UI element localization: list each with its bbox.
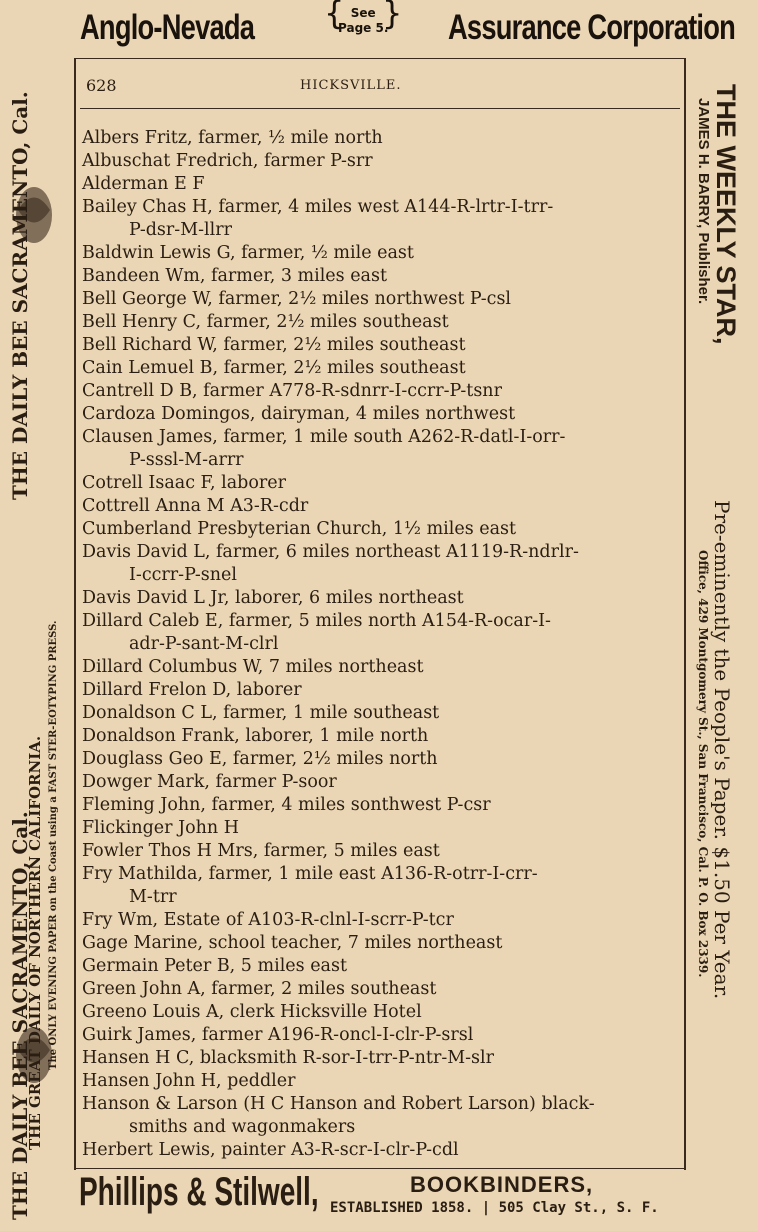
directory-entry: Donaldson C L, farmer, 1 mile southeast [82,703,440,723]
directory-entry: Dillard Frelon D, laborer [82,680,302,700]
directory-entry: Bailey Chas H, farmer, 4 miles west A144-R-lrtr-I-trr- [82,197,554,217]
directory-entry: Gage Marine, school teacher, 7 miles northeast [82,933,503,953]
directory-entry-continuation: P-sssl-M-arrr [129,450,244,470]
directory-entry: Greeno Louis A, clerk Hicksville Hotel [82,1002,422,1022]
directory-entry: Hanson & Larson (H C Hanson and Robert Larson) black- [82,1094,595,1114]
see-line1: { See [350,6,376,20]
page-number: 628 [86,76,117,95]
directory-entry: Albuschat Fredrich, farmer P-srr [82,151,373,171]
directory-entry: Cain Lemuel B, farmer, 2½ miles southeast [82,358,466,378]
directory-entry: Cantrell D B, farmer A778-R-sdnrr-I-ccrr-P-tsnr [82,381,502,401]
directory-entry: Albers Fritz, farmer, ½ mile north [82,128,383,148]
directory-entry: Bell Henry C, farmer, 2½ miles southeast [82,312,449,332]
footer-ad [75,1170,755,1225]
directory-entry: Douglass Geo E, farmer, 2½ miles north [82,749,438,769]
directory-entry: Alderman E F [82,174,205,194]
right-ad-line1: THE WEEKLY STAR, [711,84,741,345]
header-see-note [338,6,388,36]
directory-entry: Guirk James, farmer A196-R-oncl-I-clr-P-srsl [82,1025,474,1045]
directory-entry: Cotrell Isaac F, laborer [82,473,286,493]
left-ad-line4: THE DAILY BEE SACRAMENTO, Cal. [8,811,32,1220]
footer-rule [74,1168,686,1169]
header-company-left: Anglo-Nevada [80,8,255,47]
directory-entry: Fry Mathilda, farmer, 1 mile east A136-R-otrr-I-crr- [82,864,538,884]
directory-entry: Clausen James, farmer, 1 mile south A262-R-datl-I-orr- [82,427,566,447]
directory-entry-continuation: adr-P-sant-M-clrl [129,634,279,654]
directory-entry: Baldwin Lewis G, farmer, ½ mile east [82,243,414,263]
page-header-ad [80,2,736,54]
directory-entry: Hansen H C, blacksmith R-sor-I-trr-P-ntr-M-slr [82,1048,495,1068]
directory-entry-continuation: smiths and wagonmakers [129,1117,356,1137]
subheader-rule [80,108,680,109]
directory-entry: Hansen John H, peddler [82,1071,296,1091]
right-margin-ad [686,60,758,1170]
left-ad-line1: THE DAILY BEE SACRAMENTO, Cal. [8,91,32,500]
header-rule [76,58,686,59]
directory-entry: Dowger Mark, farmer P-soor [82,772,337,792]
directory-entry-continuation: P-dsr-M-llrr [129,220,232,240]
see-line2: Page 5. [338,21,389,35]
directory-entry: Herbert Lewis, painter A3-R-scr-I-clr-P-cdl [82,1140,459,1160]
directory-entry: Cumberland Presbyterian Church, 1½ miles east [82,519,517,539]
directory-entry: Dillard Caleb E, farmer, 5 miles north A154-R-ocar-I- [82,611,551,631]
page-city-heading: HICKSVILLE. [300,78,402,93]
directory-entry: Flickinger John H [82,818,240,838]
directory-entry: Cardoza Domingos, dairyman, 4 miles northwest [82,404,516,424]
left-ad-line3: The ONLY EVENING PAPER on the Coast using a FAST STER-EOTYPING PRESS. [48,620,59,1070]
directory-entry: Bell Richard W, farmer, 2½ miles southeast [82,335,466,355]
right-ad-line2: JAMES H. BARRY, Publisher. [695,98,712,305]
left-margin-ad [0,60,72,1220]
footer-established: ESTABLISHED 1858. | 505 Clay St., S. F. [330,1200,659,1216]
directory-entry: Fleming John, farmer, 4 miles sonthwest P-csr [82,795,491,815]
directory-entry: Bell George W, farmer, 2½ miles northwest P-csl [82,289,512,309]
directory-entry: Fowler Thos H Mrs, farmer, 5 miles east [82,841,440,861]
footer-trade: BOOKBINDERS, [410,1172,594,1197]
directory-entry: Green John A, farmer, 2 miles southeast [82,979,437,999]
directory-entry: Dillard Columbus W, 7 miles northeast [82,657,424,677]
left-ad-line2: THE GREAT DAILY OF NORTHERN CALIFORNIA. [26,735,44,1150]
directory-entry: Davis David L Jr, laborer, 6 miles northeast [82,588,464,608]
directory-entry: Donaldson Frank, laborer, 1 mile north [82,726,429,746]
right-ad-line3: Pre-eminently the People's Paper. $1.50 Per Year. [710,500,734,1000]
directory-entry: Davis David L, farmer, 6 miles northeast A1119-R-ndrlr- [82,542,579,562]
directory-entry: Bandeen Wm, farmer, 3 miles east [82,266,388,286]
directory-entry-continuation: I-ccrr-P-snel [129,565,238,585]
directory-entry: Germain Peter B, 5 miles east [82,956,347,976]
directory-entry: Fry Wm, Estate of A103-R-clnl-I-scrr-P-tcr [82,910,454,930]
left-column-rule [74,58,76,1170]
directory-entries [82,127,687,1162]
directory-entry-continuation: M-trr [129,887,177,907]
footer-company: Phillips & Stilwell, [79,1170,319,1214]
directory-entry: Cottrell Anna M A3-R-cdr [82,496,309,516]
right-ad-line4: Office, 429 Montgomery St., San Francisco, Cal. P. O. Box 2339. [696,550,710,978]
header-company-right: Assurance Corporation [448,8,736,47]
